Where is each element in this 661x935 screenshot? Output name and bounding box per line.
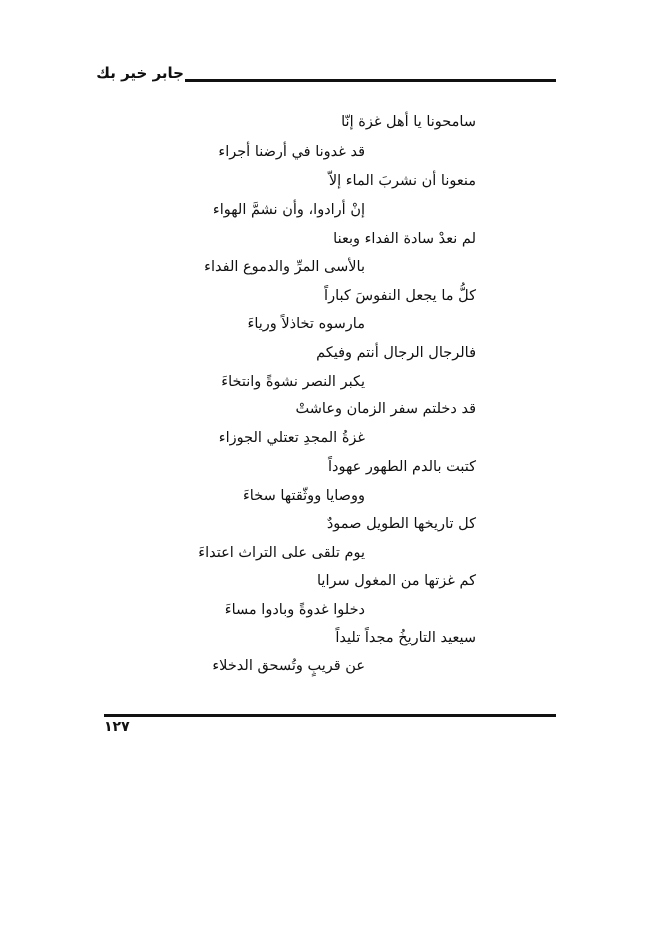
verse-line: سامحونا يا أهل غزة إنّا (341, 114, 476, 130)
verse-line: فالرجال الرجال أنتم وفيكم (316, 345, 476, 361)
verse-line: قد غدونا في أرضنا أجراء (218, 144, 365, 160)
running-header-author: جابر خير بك (96, 64, 184, 82)
verse-line: يكبر النصر نشوةً وانتخاءَ (221, 374, 365, 390)
verse-line: لم نعدْ سادة الفداء وبعنا (333, 231, 476, 247)
verse-line: قد دخلتم سفر الزمان وعاشتْ (295, 401, 476, 417)
verse-line: بالأسى المرِّ والدموع الفداء (204, 259, 365, 275)
verse-line: منعونا أن نشربَ الماء إلاّ (328, 173, 476, 189)
verse-line: كم غزتها من المغول سرايا (317, 573, 476, 589)
page-number: ١٢٧ (104, 719, 130, 735)
verse-line: يوم تلقى على التراث اعتداءَ (198, 545, 365, 561)
verse-line: غزةُ المجدِ تعتلي الجوزاء (218, 430, 365, 446)
verse-line: عن قريبٍ وتُسحق الدخلاء (212, 658, 365, 674)
verse-line: سيعيد التاريخُ مجداً تليداً (335, 630, 476, 646)
verse-line: مارسوه تخاذلاً ورياءَ (247, 316, 365, 332)
verse-line: دخلوا غدوةً وبادوا مساءَ (224, 602, 365, 618)
footer-rule (104, 714, 556, 717)
verse-line: كل تاريخها الطويل صمودٌ (326, 516, 476, 532)
verse-line: ووصايا ووثّقتها سخاءَ (242, 488, 365, 504)
verse-line: إنْ أرادوا، وأن نشمَّ الهواء (212, 202, 365, 218)
verse-line: كتبت بالدم الطهور عهوداً (327, 459, 476, 475)
verse-line: كلُّ ما يجعل النفوسَ كباراً (324, 288, 476, 304)
